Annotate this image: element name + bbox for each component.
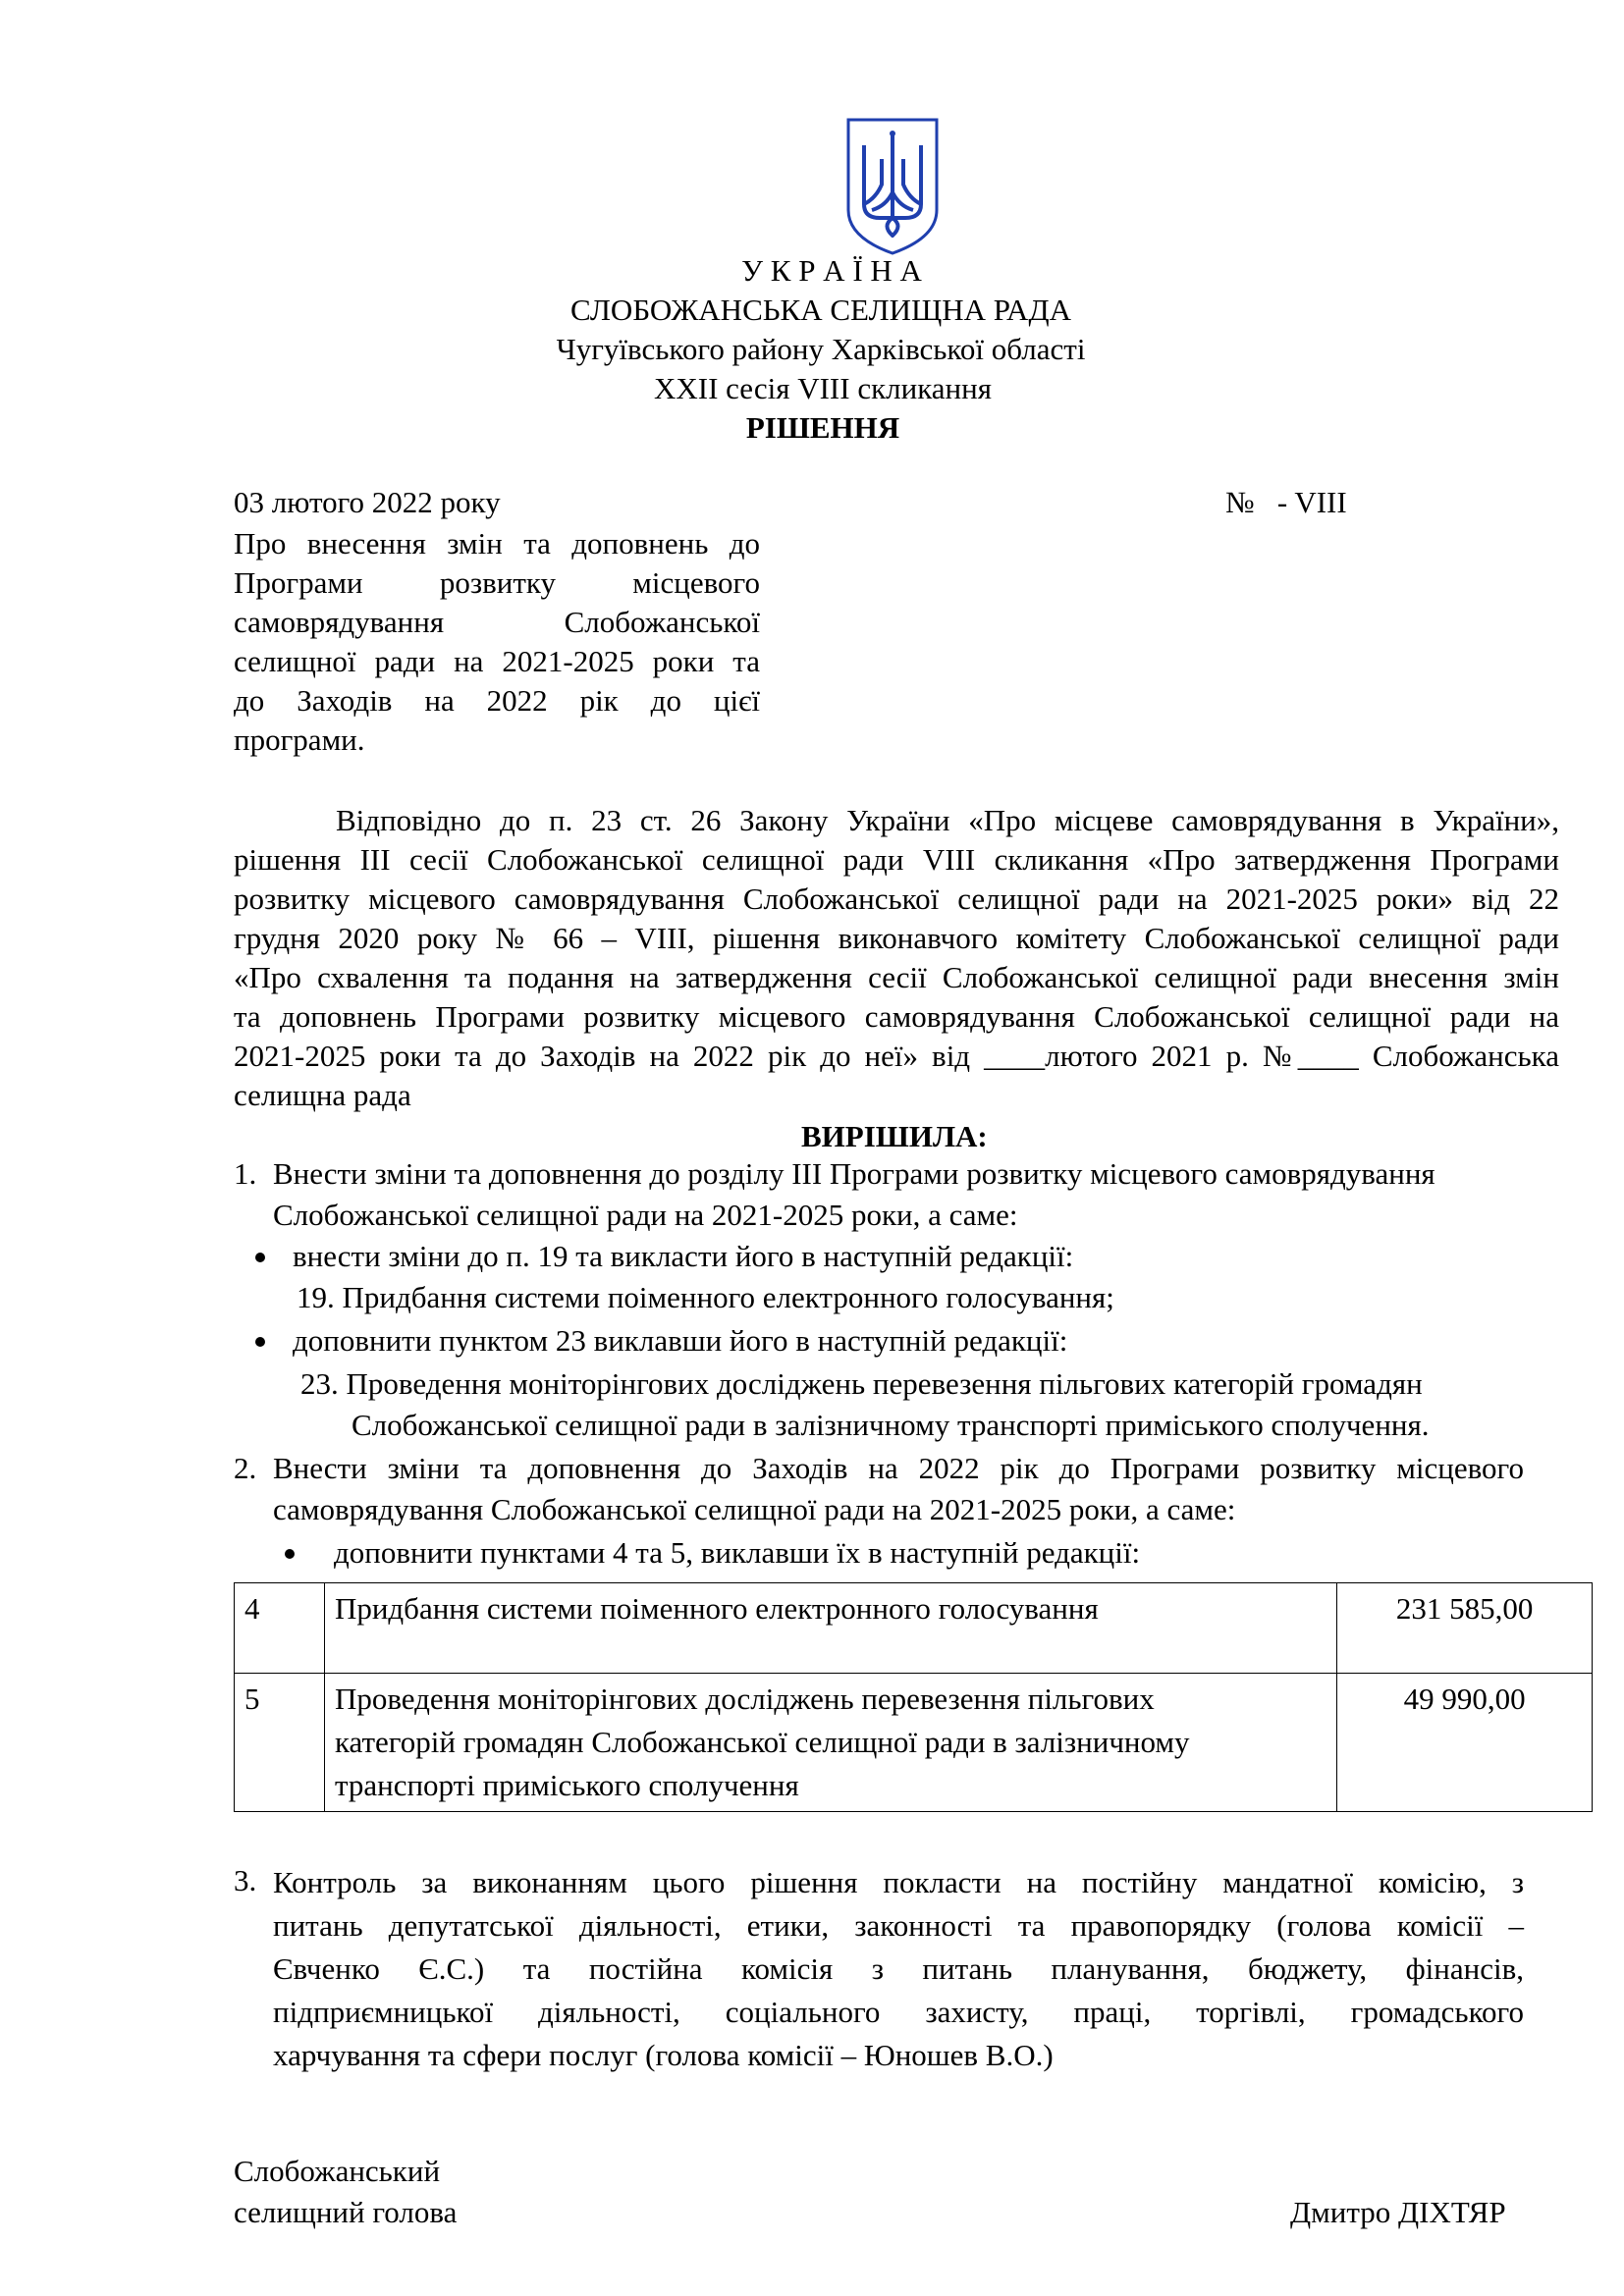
table-cell-line: транспорті приміського сполучення — [334, 1768, 799, 1802]
table-row — [235, 1674, 1593, 1812]
table-cell-num: 5 — [235, 1674, 325, 1812]
item3-text — [273, 1861, 1524, 2077]
bullet-icon — [255, 1337, 265, 1347]
item-number: 1. — [234, 1156, 257, 1191]
country-heading: У К Р А Ї Н А — [741, 253, 922, 288]
subject-line: програми. — [234, 722, 365, 757]
bullet-icon — [285, 1549, 295, 1559]
item3-line: Євченко Є.С.) та постійна комісія з питань планування, бюджету, фінансів, — [273, 1951, 1524, 1986]
subject-line: Програми розвитку місцевого — [234, 565, 760, 600]
preamble — [234, 801, 1559, 1115]
table-row — [235, 1583, 1593, 1674]
signatory-title: Слобожанський — [234, 2154, 441, 2188]
signatory-title: селищний голова — [234, 2195, 458, 2229]
item2-line: самоврядування Слобожанської селищної ради на 2021-2025 роки, а саме: — [273, 1492, 1236, 1526]
document-type: РІШЕННЯ — [745, 410, 900, 445]
item3-line: Контроль за виконанням цього рішення покласти на постійну мандатної комісію, з — [273, 1865, 1524, 1899]
item3-line: харчування та сфери послуг (голова комісії – Юношев В.О.) — [273, 2038, 1054, 2072]
table-cell-amount: 231 585,00 — [1337, 1583, 1593, 1674]
item1-bullet: внести зміни до п. 19 та викласти його в наступній редакції: — [293, 1239, 1074, 1273]
decided-heading: ВИРІШИЛА: — [801, 1119, 988, 1153]
decision-number: № - VIII — [1225, 485, 1347, 519]
preamble-line: та доповнень Програми розвитку місцевого самоврядування Слобожанської селищної ради на — [234, 999, 1559, 1034]
subject-line: селищної ради на 2021-2025 роки та — [234, 644, 760, 678]
coat-of-arms-icon — [842, 116, 943, 257]
table-cell-num: 4 — [235, 1583, 325, 1674]
item2-line: Внести зміни та доповнення до Заходів на 2022 рік до Програми розвитку місцевого — [273, 1451, 1524, 1485]
subject-line: Про внесення змін та доповнень до — [234, 526, 760, 561]
table-cell-amount: 49 990,00 — [1337, 1674, 1593, 1812]
item-number: 3. — [234, 1863, 257, 1897]
table-cell-line: категорій громадян Слобожанської селищної ради в залізничному — [334, 1725, 1190, 1759]
subject-line: самоврядування Слобожанської — [234, 605, 760, 639]
measures-table — [234, 1582, 1593, 1812]
item1-line: Слобожанської селищної ради на 2021-2025 роки, а саме: — [273, 1198, 1018, 1232]
preamble-line: грудня 2020 року № 66 – VIII, рішення виконавчого комітету Слобожанської селищної ради — [234, 921, 1559, 955]
table-cell-line: Проведення моніторінгових досліджень перевезення пільгових — [334, 1682, 1155, 1716]
session-name: XXII сесія VIII скликання — [654, 371, 992, 405]
preamble-line: розвитку місцевого самоврядування Слобожанської селищної ради на 2021-2025 роки» від 22 — [234, 881, 1559, 916]
preamble-line: Відповідно до п. 23 ст. 26 Закону України «Про місцеве самоврядування в України», — [336, 803, 1559, 837]
preamble-line: селищна рада — [234, 1078, 411, 1112]
bullet-icon — [255, 1253, 265, 1262]
item1-line: Внести зміни та доповнення до розділу ІІІ Програми розвитку місцевого самоврядування — [273, 1156, 1435, 1191]
council-name: СЛОБОЖАНСЬКА СЕЛИЩНА РАДА — [570, 293, 1071, 327]
item-number: 2. — [234, 1451, 257, 1485]
preamble-line: 2021-2025 роки та до Заходів на 2022 рік до неї» від ____лютого 2021 р. №____ Слобожанська — [234, 1039, 1559, 1073]
signatory-name: Дмитро ДІХТЯР — [1290, 2195, 1506, 2229]
item2-bullet: доповнити пунктами 4 та 5, виклавши їх в наступній редакції: — [334, 1535, 1141, 1570]
decision-date: 03 лютого 2022 року — [234, 485, 501, 519]
district-name: Чугуївського району Харківської області — [556, 332, 1086, 366]
table-cell-text — [324, 1674, 1336, 1812]
table-cell-line: Придбання системи поіменного електронного голосування — [334, 1591, 1099, 1626]
decision-subject — [234, 524, 760, 760]
item1-sub: Слобожанської селищної ради в залізничному транспорті приміського сполучення. — [352, 1408, 1430, 1442]
preamble-line: рішення ІІІ сесії Слобожанської селищної ради VIII скликання «Про затвердження Програми — [234, 842, 1559, 877]
item1-bullet: доповнити пунктом 23 виклавши його в наступній редакції: — [293, 1323, 1068, 1358]
subject-line: до Заходів на 2022 рік до цієї — [234, 683, 760, 718]
item3-line: підприємницької діяльності, соціального захисту, праці, торгівлі, громадського — [273, 1995, 1524, 2029]
preamble-line: «Про схвалення та подання на затвердження сесії Слобожанської селищної ради внесення змін — [234, 960, 1559, 994]
item1-sub: 19. Придбання системи поіменного електронного голосування; — [297, 1280, 1114, 1314]
item1-sub: 23. Проведення моніторінгових досліджень перевезення пільгових категорій громадян — [300, 1366, 1423, 1401]
item3-line: питань депутатської діяльності, етики, законності та правопорядку (голова комісії – — [273, 1908, 1524, 1943]
table-cell-text — [324, 1583, 1336, 1674]
